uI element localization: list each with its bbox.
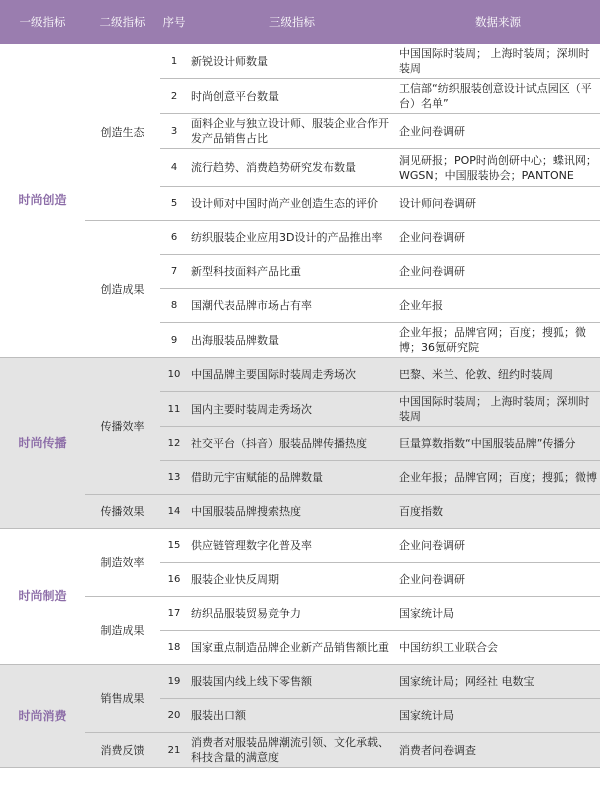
source-text: 洞见研报；POP时尚创研中心；蝶讯网；WGSN；中国服装协会；PANTONE: [396, 149, 600, 187]
table-row: [0, 597, 600, 631]
level1-label: 时尚消费: [0, 665, 85, 768]
source-text: 百度指数: [396, 495, 600, 529]
indicator-text: 服装企业快反周期: [188, 563, 396, 597]
indicator-text: 流行趋势、消费趋势研究发布数量: [188, 149, 396, 187]
source-text: 企业问卷调研: [396, 563, 600, 597]
source-text: 企业年报；品牌官网；百度；搜狐；微博；36氪研究院: [396, 323, 600, 358]
source-text: 设计师问卷调研: [396, 187, 600, 221]
row-number: 20: [160, 699, 188, 733]
indicator-text: 借助元宇宙赋能的品牌数量: [188, 461, 396, 495]
row-number: 13: [160, 461, 188, 495]
header-number: 序号: [160, 0, 188, 44]
indicator-text: 服装出口额: [188, 699, 396, 733]
table-row: [0, 495, 600, 529]
table-header: [0, 0, 600, 44]
table-row: [0, 529, 600, 563]
source-text: 国家统计局；网经社 电数宝: [396, 665, 600, 699]
row-number: 16: [160, 563, 188, 597]
source-text: 巨量算数指数“中国服装品牌”传播分: [396, 427, 600, 461]
indicator-text: 纺织品服装贸易竞争力: [188, 597, 396, 631]
level1-label: 时尚传播: [0, 358, 85, 529]
indicator-text: 新锐设计师数量: [188, 44, 396, 79]
indicator-text: 面料企业与独立设计师、服装企业合作开发产品销售占比: [188, 114, 396, 149]
row-number: 12: [160, 427, 188, 461]
source-text: 工信部“纺织服装创意设计试点园区（平台）名单”: [396, 79, 600, 114]
table-row: [0, 733, 600, 768]
source-text: 消费者问卷调查: [396, 733, 600, 768]
row-number: 14: [160, 495, 188, 529]
indicator-text: 新型科技面料产品比重: [188, 255, 396, 289]
level2-label: 传播效率: [85, 358, 160, 495]
source-text: 企业问卷调研: [396, 529, 600, 563]
source-text: 企业问卷调研: [396, 114, 600, 149]
source-text: 中国国际时装周； 上海时装周；深圳时装周: [396, 392, 600, 427]
level2-label: 创造成果: [85, 221, 160, 358]
row-number: 4: [160, 149, 188, 187]
level2-label: 制造效率: [85, 529, 160, 597]
row-number: 7: [160, 255, 188, 289]
header-level1: 一级指标: [0, 0, 85, 44]
row-number: 11: [160, 392, 188, 427]
row-number: 8: [160, 289, 188, 323]
row-number: 1: [160, 44, 188, 79]
header-level2: 二级指标: [85, 0, 160, 44]
table-row: [0, 221, 600, 255]
indicator-text: 供应链管理数字化普及率: [188, 529, 396, 563]
indicator-text: 国潮代表品牌市场占有率: [188, 289, 396, 323]
row-number: 21: [160, 733, 188, 768]
level2-label: 传播效果: [85, 495, 160, 529]
group-communication: [0, 358, 600, 529]
source-text: 中国国际时装周； 上海时装周；深圳时装周: [396, 44, 600, 79]
indicator-text: 消费者对服装品牌潮流引领、文化承载、科技含量的满意度: [188, 733, 396, 768]
indicator-text: 国家重点制造品牌企业新产品销售额比重: [188, 631, 396, 665]
indicator-text: 社交平台（抖音）服装品牌传播热度: [188, 427, 396, 461]
source-text: 国家统计局: [396, 699, 600, 733]
row-number: 17: [160, 597, 188, 631]
indicator-text: 设计师对中国时尚产业创造生态的评价: [188, 187, 396, 221]
group-consumption: [0, 665, 600, 768]
group-creation: [0, 44, 600, 358]
level2-label: 销售成果: [85, 665, 160, 733]
indicator-text: 时尚创意平台数量: [188, 79, 396, 114]
level1-label: 时尚创造: [0, 44, 85, 358]
indicator-text: 中国品牌主要国际时装周走秀场次: [188, 358, 396, 392]
row-number: 6: [160, 221, 188, 255]
level2-label: 消费反馈: [85, 733, 160, 768]
table-row: [0, 44, 600, 79]
row-number: 5: [160, 187, 188, 221]
indicator-text: 纺织服装企业应用3D设计的产品推出率: [188, 221, 396, 255]
row-number: 19: [160, 665, 188, 699]
table-row: [0, 358, 600, 392]
source-text: 企业年报: [396, 289, 600, 323]
row-number: 2: [160, 79, 188, 114]
header-row: [0, 0, 600, 44]
indicator-text: 中国服装品牌搜索热度: [188, 495, 396, 529]
indicator-text: 国内主要时装周走秀场次: [188, 392, 396, 427]
source-text: 中国纺织工业联合会: [396, 631, 600, 665]
table-row: [0, 665, 600, 699]
indicator-text: 出海服装品牌数量: [188, 323, 396, 358]
level2-label: 制造成果: [85, 597, 160, 665]
source-text: 巴黎、米兰、伦敦、纽约时装周: [396, 358, 600, 392]
source-text: 企业问卷调研: [396, 221, 600, 255]
row-number: 15: [160, 529, 188, 563]
row-number: 18: [160, 631, 188, 665]
row-number: 3: [160, 114, 188, 149]
source-text: 企业问卷调研: [396, 255, 600, 289]
row-number: 9: [160, 323, 188, 358]
level1-label: 时尚制造: [0, 529, 85, 665]
source-text: 企业年报；品牌官网；百度；搜狐；微博: [396, 461, 600, 495]
header-level3: 三级指标: [188, 0, 396, 44]
level2-label: 创造生态: [85, 44, 160, 221]
indicator-text: 服装国内线上线下零售额: [188, 665, 396, 699]
source-text: 国家统计局: [396, 597, 600, 631]
group-manufacturing: [0, 529, 600, 665]
row-number: 10: [160, 358, 188, 392]
header-source: 数据来源: [396, 0, 600, 44]
